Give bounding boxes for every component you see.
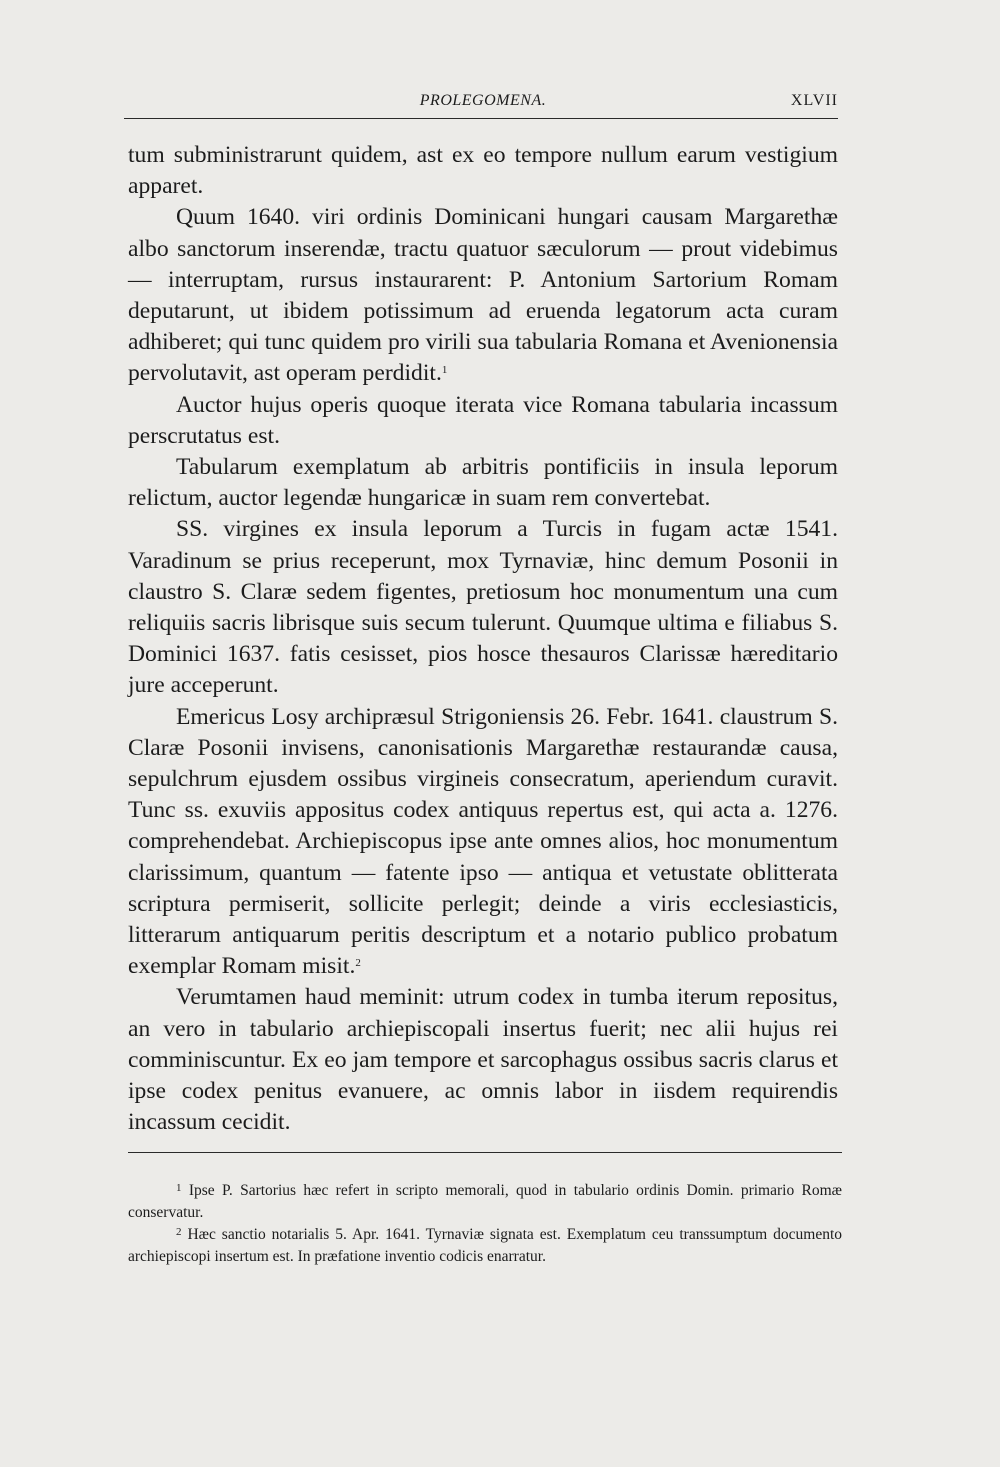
footnote-text: Hæc sanctio notarialis 5. Apr. 1641. Tyrnaviæ signata est. Exemplatum ceu transsumptum documento archiepiscopi insertum est. In præfatione inventio codicis enarratur.	[128, 1226, 843, 1265]
paragraph: SS. virgines ex insula leporum a Turcis in fugam actæ 1541. Varadinum se prius receperunt, mox Tyrnaviæ, hinc demum Posonii in claustro S. Claræ sedem figentes, pretiosum hoc monumentum una cum reliquiis sacris librisque suis secum tulerunt. Quumque ultima e filiabus S. Dominici 1637. fatis cesisset, pios hosce thesauros Clarissæ hæreditario jure acceperunt.	[128, 516, 838, 699]
footnote-rule	[128, 1152, 842, 1153]
running-head	[128, 88, 838, 116]
paragraph-text: Quum 1640. viri ordinis Dominicani hungari causam Margarethæ albo sanctorum inserendæ, tractu quatuor sæculorum — prout videbimus — interruptam, rursus instaurarent: P. Antonium Sartorium Romam deputarunt, ut ibidem potissimum ad eruenda legatorum acta curam adhiberet; qui tunc quidem pro virili sua tabularia Romana et Avenionensia pervolutavit, ast operam perdidit.	[128, 204, 838, 387]
paragraph: Verumtamen haud meminit: utrum codex in tumba iterum repositus, an vero in tabulario archiepiscopali insertus fuerit; nec alii hujus rei comminiscuntur. Ex eo jam tempore et sarcophagus ossibus sacris clarus et ipse codex penitus evanuere, ac omnis labor in iisdem requirendis incassum cecidit.	[128, 984, 838, 1136]
footnote-reference: 1	[441, 364, 448, 377]
footnotes	[128, 1180, 842, 1268]
footnote	[128, 1224, 842, 1268]
footnote-mark: 1	[176, 1182, 182, 1194]
footnote-text: Ipse P. Sartorius hæc refert in scripto memorali, quod in tabulario ordinis Domin. primario Romæ conservatur.	[128, 1182, 842, 1221]
footnote	[128, 1180, 842, 1224]
paragraph: Auctor hujus operis quoque iterata vice Romana tabularia incassum perscrutatus est.	[128, 391, 838, 449]
footnote-mark: 2	[176, 1226, 182, 1238]
running-head-title: PROLEGOMENA.	[419, 92, 547, 109]
page-folio: XLVII	[790, 92, 838, 109]
paragraph	[128, 202, 838, 389]
paragraph	[128, 702, 838, 983]
paragraph-text: Emericus Losy archipræsul Strigoniensis 26. Febr. 1641. claustrum S. Claræ Posonii invisens, canonisationis Margarethæ restaurandæ causa, sepulchrum ejusdem ossibus virgineis consecratum, aperiendum curavit. Tunc ss. exuviis appositus codex antiquus repertus est, qui acta a. 1276. comprehendebat. Archiepiscopus ipse ante omnes alios, hoc monumentum clarissimum, quantum — fatente ipso — antiqua et vetustate oblitterata scriptura permiserit, sollicite perlegit; deinde a viris ecclesiasticis, litterarum antiquarum peritis descriptum et a notario publico probatum exemplar Romam misit.	[128, 703, 838, 980]
header-rule	[124, 118, 838, 119]
body-text	[128, 140, 838, 1139]
paragraph: Tabularum exemplatum ab arbitris pontificiis in insula leporum relictum, auctor legendæ hungaricæ in suam rem convertebat.	[128, 454, 838, 512]
footnote-reference: 2	[355, 957, 361, 970]
paragraph: tum subministrarunt quidem, ast ex eo tempore nullum earum vestigium apparet.	[128, 142, 838, 200]
